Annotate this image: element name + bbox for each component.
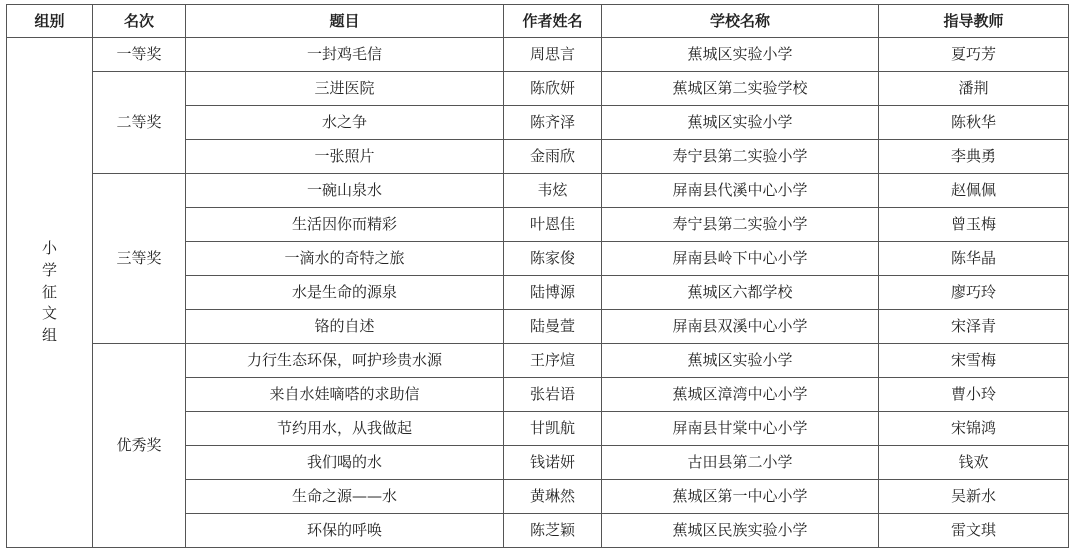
school-cell: 古田县第二小学: [602, 446, 879, 480]
title-cell: 节约用水，从我做起: [186, 412, 504, 446]
author-cell: 陈家俊: [504, 242, 602, 276]
author-cell: 黄琳然: [504, 480, 602, 514]
teacher-cell: 夏巧芳: [879, 38, 1069, 72]
teacher-cell: 李典勇: [879, 140, 1069, 174]
author-cell: 韦炫: [504, 174, 602, 208]
teacher-cell: 宋泽青: [879, 310, 1069, 344]
header-school: 学校名称: [602, 5, 879, 38]
school-cell: 蕉城区实验小学: [602, 344, 879, 378]
author-cell: 甘凯航: [504, 412, 602, 446]
title-cell: 力行生态环保，呵护珍贵水源: [186, 344, 504, 378]
table-row: [7, 72, 1069, 106]
school-cell: 蕉城区第二实验学校: [602, 72, 879, 106]
teacher-cell: 宋锦鸿: [879, 412, 1069, 446]
school-cell: 蕉城区实验小学: [602, 38, 879, 72]
title-cell: 我们喝的水: [186, 446, 504, 480]
header-title: 题目: [186, 5, 504, 38]
teacher-cell: 曾玉梅: [879, 208, 1069, 242]
header-group: 组别: [7, 5, 93, 38]
author-cell: 陈芝颖: [504, 514, 602, 548]
teacher-cell: 陈华晶: [879, 242, 1069, 276]
title-cell: 环保的呼唤: [186, 514, 504, 548]
school-cell: 蕉城区民族实验小学: [602, 514, 879, 548]
title-cell: 水是生命的源泉: [186, 276, 504, 310]
title-cell: 水之争: [186, 106, 504, 140]
school-cell: 蕉城区漳湾中心小学: [602, 378, 879, 412]
author-cell: 张岩语: [504, 378, 602, 412]
header-rank: 名次: [93, 5, 186, 38]
author-cell: 金雨欣: [504, 140, 602, 174]
author-cell: 王序煊: [504, 344, 602, 378]
group-cell: [7, 38, 93, 548]
school-cell: 屏南县甘棠中心小学: [602, 412, 879, 446]
title-cell: 来自水娃嘀嗒的求助信: [186, 378, 504, 412]
group-label: 小学征文组: [42, 239, 58, 345]
title-cell: 一碗山泉水: [186, 174, 504, 208]
author-cell: 叶恩佳: [504, 208, 602, 242]
school-cell: 屏南县代溪中心小学: [602, 174, 879, 208]
author-cell: 周思言: [504, 38, 602, 72]
header-row: [7, 5, 1069, 38]
header-author: 作者姓名: [504, 5, 602, 38]
table-row: [7, 38, 1069, 72]
rank-cell: 一等奖: [93, 38, 186, 72]
author-cell: 陈齐泽: [504, 106, 602, 140]
teacher-cell: 陈秋华: [879, 106, 1069, 140]
table-body: [7, 38, 1069, 548]
teacher-cell: 赵佩佩: [879, 174, 1069, 208]
author-cell: 陈欣妍: [504, 72, 602, 106]
school-cell: 寿宁县第二实验小学: [602, 140, 879, 174]
school-cell: 蕉城区实验小学: [602, 106, 879, 140]
header-teacher: 指导教师: [879, 5, 1069, 38]
author-cell: 陆曼萱: [504, 310, 602, 344]
school-cell: 屏南县岭下中心小学: [602, 242, 879, 276]
school-cell: 蕉城区第一中心小学: [602, 480, 879, 514]
rank-cell: 三等奖: [93, 174, 186, 344]
table-row: [7, 174, 1069, 208]
title-cell: 铬的自述: [186, 310, 504, 344]
awards-table: [6, 4, 1069, 548]
title-cell: 一滴水的奇特之旅: [186, 242, 504, 276]
teacher-cell: 曹小玲: [879, 378, 1069, 412]
school-cell: 蕉城区六都学校: [602, 276, 879, 310]
teacher-cell: 廖巧玲: [879, 276, 1069, 310]
title-cell: 生活因你而精彩: [186, 208, 504, 242]
teacher-cell: 潘荆: [879, 72, 1069, 106]
title-cell: 三进医院: [186, 72, 504, 106]
title-cell: 一张照片: [186, 140, 504, 174]
teacher-cell: 钱欢: [879, 446, 1069, 480]
title-cell: 生命之源——水: [186, 480, 504, 514]
school-cell: 屏南县双溪中心小学: [602, 310, 879, 344]
rank-cell: 二等奖: [93, 72, 186, 174]
title-cell: 一封鸡毛信: [186, 38, 504, 72]
table-row: [7, 344, 1069, 378]
author-cell: 陆博源: [504, 276, 602, 310]
rank-cell: 优秀奖: [93, 344, 186, 548]
author-cell: 钱诺妍: [504, 446, 602, 480]
teacher-cell: 吴新水: [879, 480, 1069, 514]
teacher-cell: 宋雪梅: [879, 344, 1069, 378]
school-cell: 寿宁县第二实验小学: [602, 208, 879, 242]
teacher-cell: 雷文琪: [879, 514, 1069, 548]
